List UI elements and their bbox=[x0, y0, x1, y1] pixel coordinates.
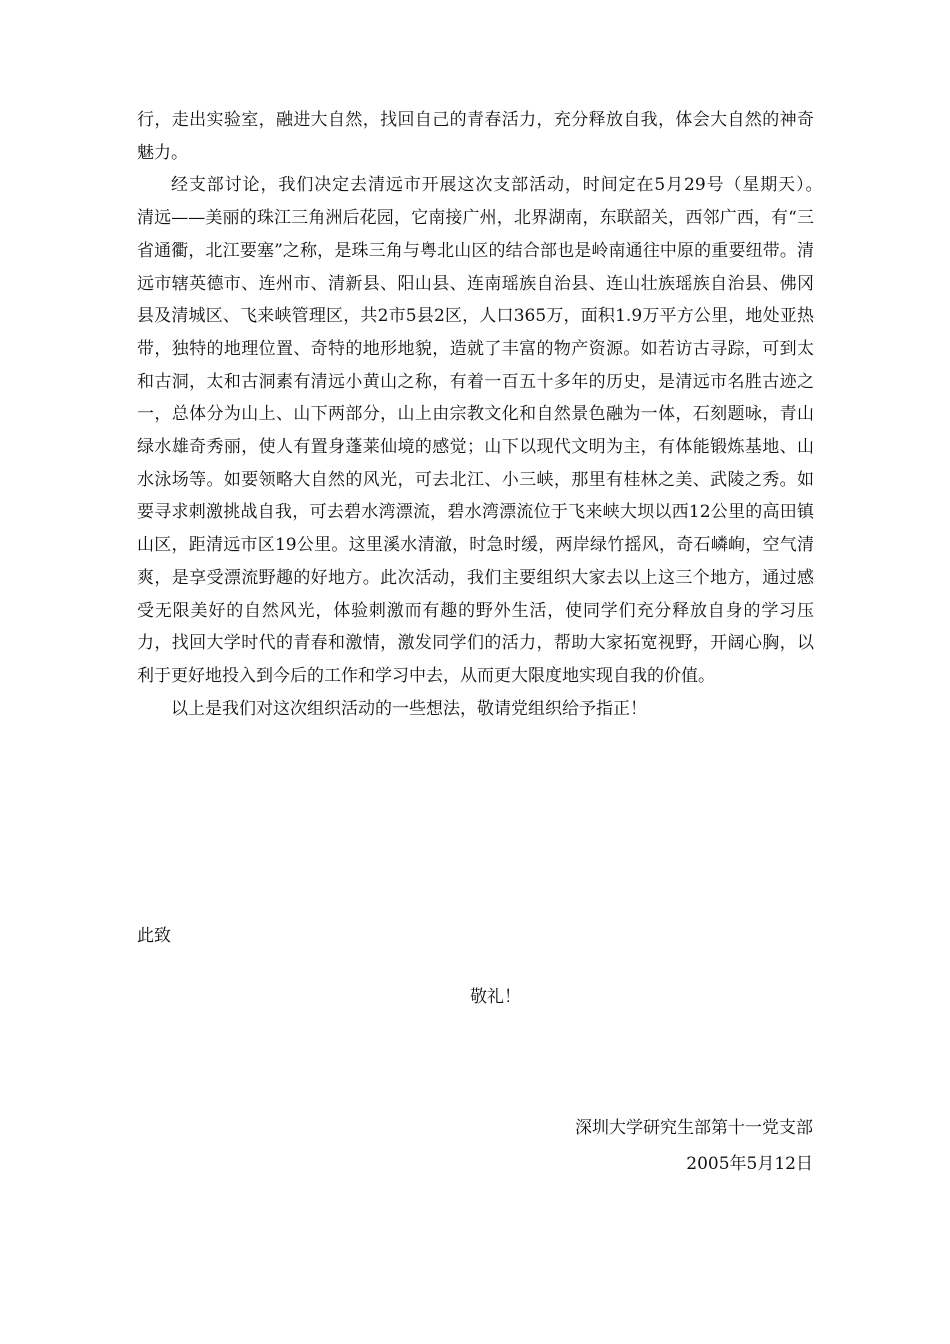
regards: 敬礼！ bbox=[470, 987, 521, 1007]
paragraph-closing: 以上是我们对这次组织活动的一些想法，敬请党组织给予指正！ bbox=[171, 698, 647, 719]
letter-body bbox=[137, 104, 831, 725]
paragraph-activity-plan: 经支部讨论，我们决定去清远市开展这次支部活动，时间定在5月29号（星期天）。 清远——美丽的珠江三角洲后花园，它南接广州，北界湖南，东联韶关，西邻广西，有“三省通衢，北江要塞”之称，是珠三角与粤北山区的结合部也是岭南通往中原的重要纽带。清远市辖英德市、连州市、清新县、阳山县、连南瑶族自治县、连山壮族瑶族自治县、佛冈县及清城区、飞来峡管理区，共2市5县2区，人口365万，面积1.9万平方公里，地处亚热带，独特的地理位置、奇特的地形地貌，造就了丰富的物产资源。如若访古寻踪，可到太和古洞，太和古洞素有清远小黄山之称，有着一百五十多年的历史，是清远市名胜古迹之一，总体分为山上、山下两部分，山上由宗教文化和自然景色融为一体，石刻题咏，青山绿水雄奇秀丽，使人有置身蓬莱仙境的感觉；山下以现代文明为主，有体能锻炼基地、山水泳场等。如要领略大自然的风光，可去北江、小三峡，那里有桂林之美、武陵之秀。如要寻求刺激挑战自我，可去碧水湾漂流，碧水湾漂流位于飞来峡大坝以西12公里的高田镇山区，距清远市区19公里。这里溪水清澈，时急时缓，两岸绿竹摇风，奇石嶙峋，空气清爽，是享受漂流野趣的好地方。此次活动，我们主要组织大家去以上这三个地方，通过感受无限美好的自然风光，体验刺激而有趣的野外生活，使同学们充分释放自身的学习压力，找回大学时代的青春和激情，激发同学们的活力，帮助大家拓宽视野，开阔心胸，以利于更好地投入到今后的工作和学习中去，从而更大限度地实现自我的价值。 bbox=[137, 175, 831, 686]
signature: 深圳大学研究生部第十一党支部 bbox=[575, 1118, 813, 1138]
paragraph-continuation: 行，走出实验室，融进大自然，找回自己的青春活力，充分释放自我，体会大自然的神奇魅力。 bbox=[137, 110, 814, 163]
salutation: 此致 bbox=[137, 926, 171, 946]
date: 2005年5月12日 bbox=[686, 1154, 813, 1174]
